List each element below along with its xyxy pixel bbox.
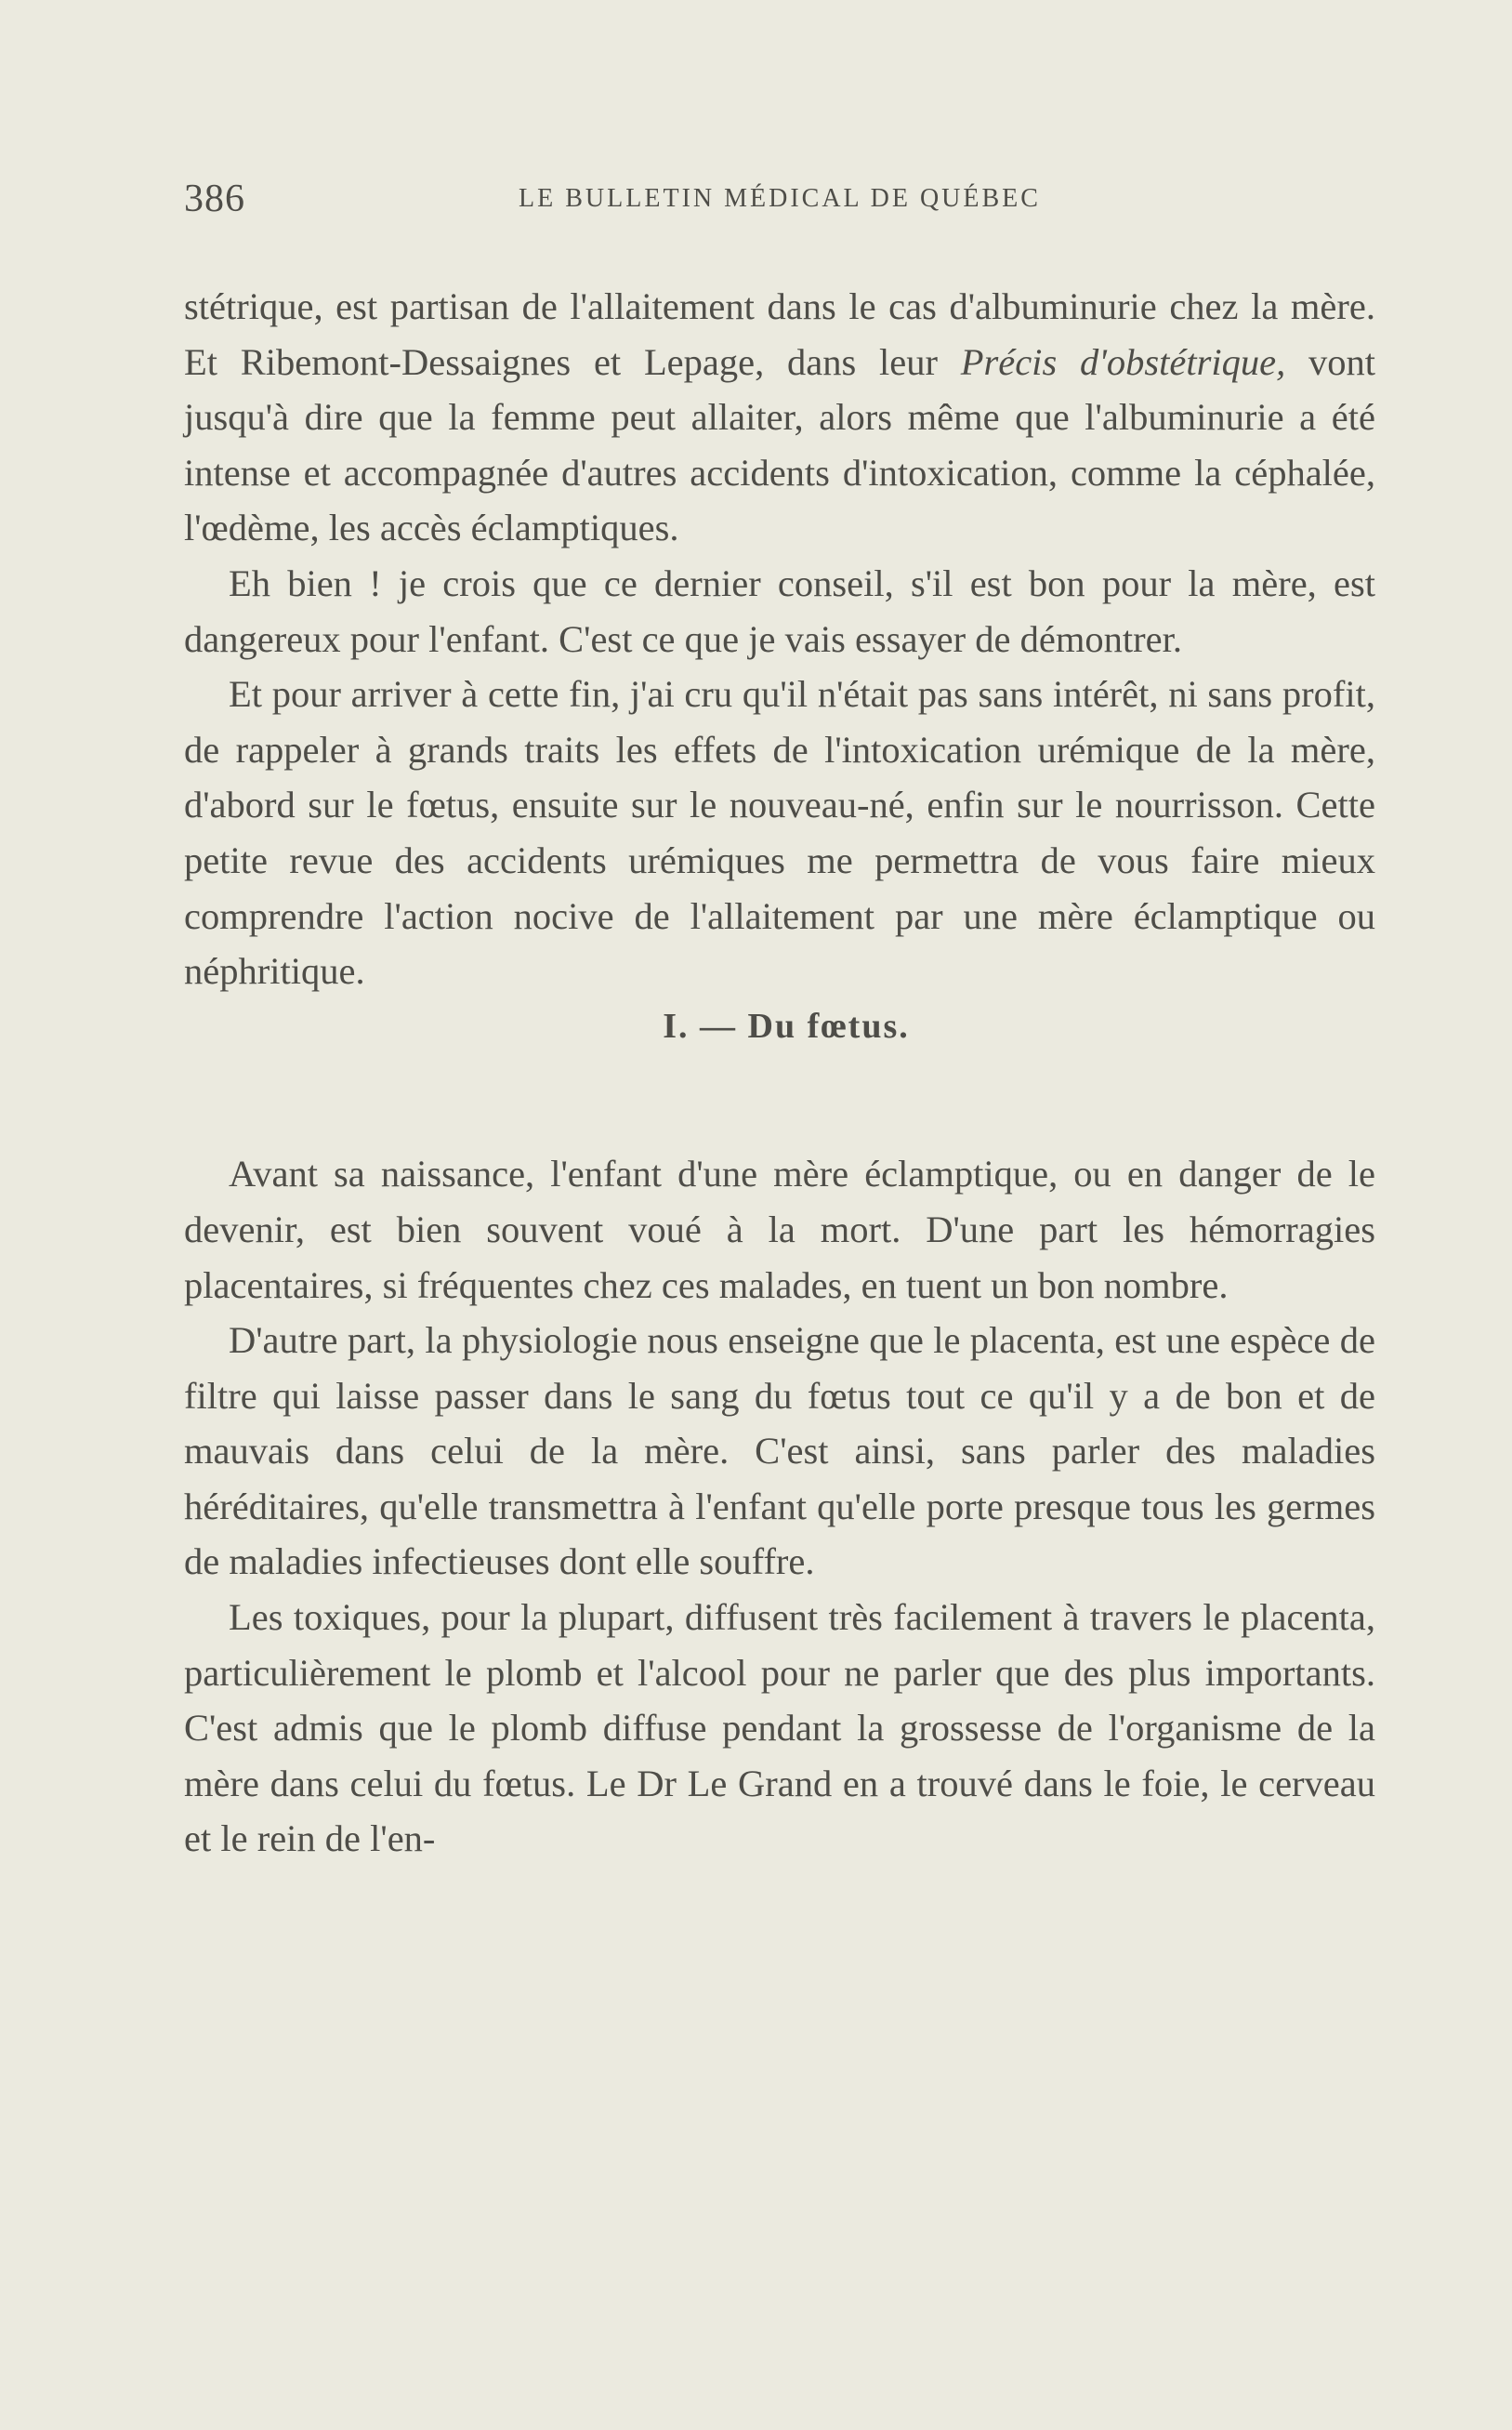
paragraph: D'autre part, la physiologie nous enseigne que le placenta, est une espèce de filtre qui laisse passer dans le sang du fœtus tout ce qu'il y a de bon et de mauvais dans celui de la mère. C'est ainsi, sans parler des maladies héréditaires, qu'elle transmettra à l'enfant qu'elle porte presque tous les germes de maladies infectieuses dont elle souffre. xyxy=(184,1319,1375,1583)
paragraph: Avant sa naissance, l'enfant d'une mère éclamptique, ou en danger de le devenir, est bien souvent voué à la mort. D'une part les hémorragies placentaires, si fréquentes chez ces malades, en tuent un bon nombre. xyxy=(184,1153,1375,1306)
paragraph-continuation xyxy=(184,279,1375,556)
page-header xyxy=(184,177,1375,232)
body-text xyxy=(184,279,1375,1867)
paragraph: Les toxiques, pour la plupart, diffusent très facilement à travers le placenta, particulièrement le plomb et l'alcool pour ne parler que des plus importants. C'est admis que le plomb diffuse pendant la grossesse de l'organisme de la mère dans celui du fœtus. Le Dr Le Grand en a trouvé dans le foie, le cerveau et le rein de l'en- xyxy=(184,1596,1375,1860)
book-title: Précis d'obstétrique, xyxy=(960,340,1286,383)
paragraph-text: vont jusqu'à dire que la femme peut allaiter, alors même que l'albuminurie a été intense et accompagnée d'autres accidents d'intoxication, comme la céphalée, l'œdème, les accès éclamptiques. xyxy=(184,340,1375,549)
paragraph-text: stétrique, est partisan de l'allaitement dans le cas d'albuminurie chez la mère. Et Ribemont-Dessaignes et Lepage, dans leur xyxy=(184,285,1375,383)
page-number: 386 xyxy=(184,178,245,220)
paragraph: Eh bien ! je crois que ce dernier conseil, s'il est bon pour la mère, est dangereux pour l'enfant. C'est ce que je vais essayer de démontrer. xyxy=(184,561,1375,660)
paragraph: Et pour arriver à cette fin, j'ai cru qu'il n'était pas sans intérêt, ni sans profit, de rappeler à grands traits les effets de l'intoxication urémique de la mère, d'abord sur le fœtus, ensuite sur le nouveau-né, enfin sur le nourrisson. Cette petite revue des accidents urémiques me permettra de vous faire mieux comprendre l'action nocive de l'allaitement par une mère éclamptique ou néphritique. xyxy=(184,673,1375,993)
section-gap xyxy=(184,1054,1375,1146)
running-head: LE BULLETIN MÉDICAL DE QUÉBEC xyxy=(519,184,1041,213)
section-heading: I. — Du fœtus. xyxy=(663,1006,910,1046)
